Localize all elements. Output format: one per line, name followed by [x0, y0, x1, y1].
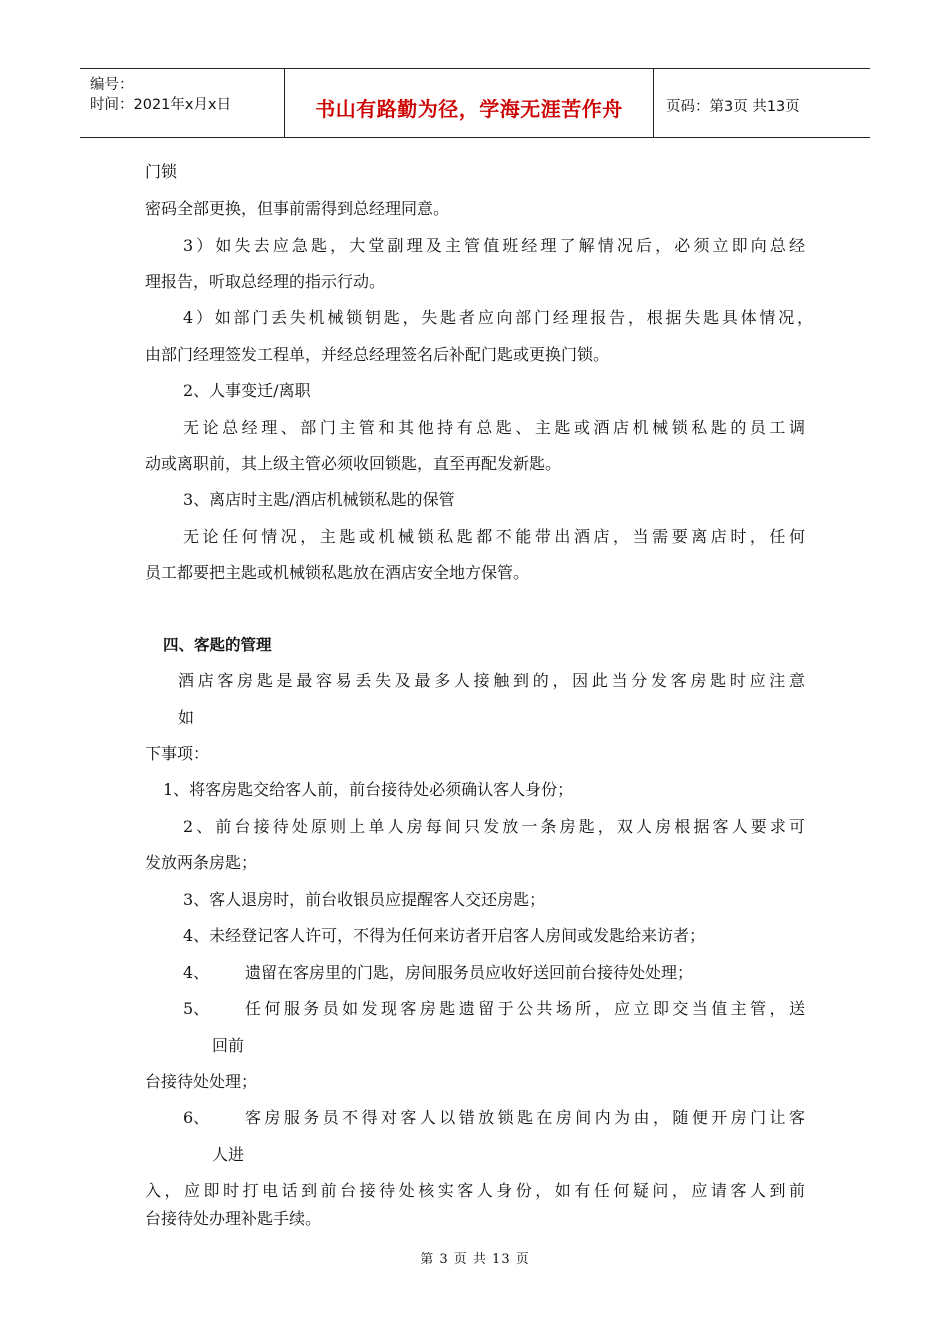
- body-line: 如: [178, 708, 195, 727]
- list-item: 4、未经登记客人许可，不得为任何来访者开启客人房间或发匙给来访者；: [183, 926, 706, 945]
- page-footer: 第 3 页 共 13 页: [420, 1252, 530, 1267]
- list-item: 客房服务员不得对客人以错放锁匙在房间内为由，随便开房门让客: [245, 1108, 805, 1127]
- body-line: 人进: [212, 1145, 245, 1164]
- body-line: 入，应即时打电话到前台接待处核实客人身份，如有任何疑问，应请客人到前: [145, 1181, 805, 1200]
- chapter-heading: 四、客匙的管理: [163, 636, 272, 654]
- document-number-label: 编号：: [90, 77, 134, 93]
- list-item: 遗留在客房里的门匙，房间服务员应收好送回前台接待处处理；: [245, 963, 694, 982]
- body-line: 4）如部门丢失机械锁钥匙，失匙者应向部门经理报告，根据失匙具体情况，: [183, 308, 813, 327]
- body-line: 下事项：: [145, 744, 210, 763]
- header-motto-cell: [284, 69, 654, 137]
- body-line: 3）如失去应急匙，大堂副理及主管值班经理了解情况后，必须立即向总经: [183, 236, 805, 255]
- list-item: 3、客人退房时，前台收银员应提醒客人交还房匙；: [183, 890, 546, 909]
- list-item: 任何服务员如发现客房匙遗留于公共场所，应立即交当值主管，送: [245, 999, 805, 1018]
- body-line: 门锁: [145, 162, 178, 181]
- section-heading: 2、人事变迁/离职: [183, 381, 311, 400]
- header-meta: [80, 69, 284, 137]
- body-line: 发放两条房匙；: [145, 853, 258, 872]
- body-line: 无论总经理、部门主管和其他持有总匙、主匙或酒店机械锁私匙的员工调: [183, 418, 805, 437]
- list-item: 2、前台接待处原则上单人房每间只发放一条房匙，双人房根据客人要求可: [183, 817, 805, 836]
- body-line: 台接待处办理补匙手续。: [145, 1209, 322, 1228]
- list-item-number: 6、: [183, 1108, 210, 1127]
- body-line: 理报告，听取总经理的指示行动。: [145, 272, 386, 291]
- header-page-cell: [654, 69, 870, 137]
- document-date-label: 时间：2021年x月x日: [90, 97, 232, 113]
- page-header: [80, 68, 870, 138]
- list-item-number: 4、: [183, 963, 210, 982]
- header-page-info: 页码：第3页 共13页: [666, 99, 800, 115]
- body-line: 台接待处处理；: [145, 1072, 258, 1091]
- body-line: 动或离职前，其上级主管必须收回锁匙，直至再配发新匙。: [145, 454, 562, 473]
- header-motto: 书山有路勤为径，学海无涯苦作舟: [315, 97, 623, 121]
- section-heading: 3、离店时主匙/酒店机械锁私匙的保管: [183, 490, 455, 509]
- list-item-number: 5、: [183, 999, 210, 1018]
- body-line: 员工都要把主匙或机械锁私匙放在酒店安全地方保管。: [145, 563, 530, 582]
- body-line: 无论任何情况，主匙或机械锁私匙都不能带出酒店，当需要离店时，任何: [183, 527, 805, 546]
- body-line: 酒店客房匙是最容易丢失及最多人接触到的，因此当分发客房匙时应注意: [178, 671, 805, 690]
- body-line: 由部门经理签发工程单，并经总经理签名后补配门匙或更换门锁。: [145, 345, 610, 364]
- body-line: 回前: [212, 1036, 245, 1055]
- body-line: 密码全部更换，但事前需得到总经理同意。: [145, 199, 450, 218]
- list-item: 1、将客房匙交给客人前，前台接待处必须确认客人身份；: [163, 780, 574, 799]
